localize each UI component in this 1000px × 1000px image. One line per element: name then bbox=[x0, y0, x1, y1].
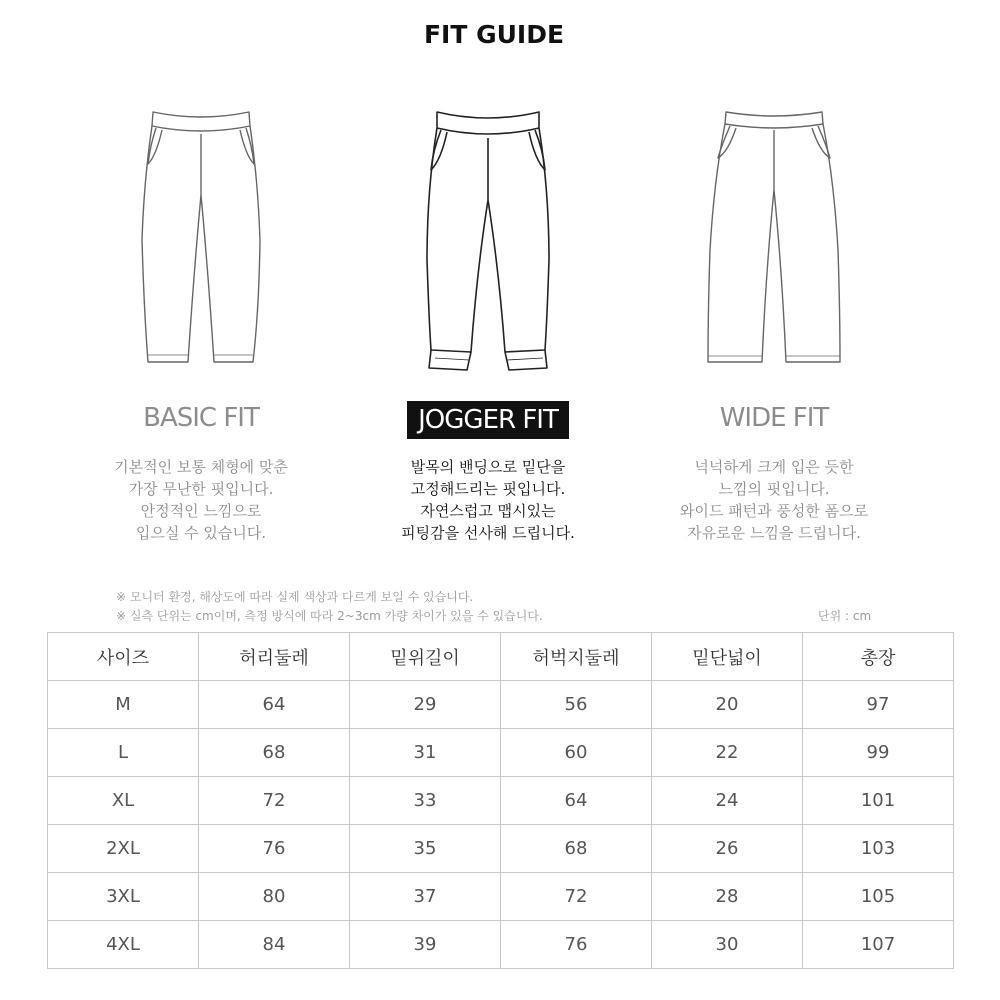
table-cell: M bbox=[48, 681, 199, 729]
table-cell: 101 bbox=[803, 777, 954, 825]
header-cell: 총장 bbox=[803, 633, 954, 681]
wide-pants-icon bbox=[704, 100, 844, 370]
table-cell: 103 bbox=[803, 825, 954, 873]
table-cell: 24 bbox=[652, 777, 803, 825]
fit-name-basic: BASIC FIT bbox=[143, 403, 259, 433]
table-cell: 35 bbox=[350, 825, 501, 873]
table-cell: XL bbox=[48, 777, 199, 825]
fit-description-jogger bbox=[338, 456, 638, 544]
description-line: 느낌의 핏입니다. bbox=[718, 480, 830, 498]
description-line: 기본적인 보통 체형에 맞춘 bbox=[114, 458, 288, 476]
table-cell: 68 bbox=[199, 729, 350, 777]
table-cell: 33 bbox=[350, 777, 501, 825]
table-cell: 37 bbox=[350, 873, 501, 921]
table-row bbox=[48, 681, 954, 729]
table-cell: 31 bbox=[350, 729, 501, 777]
table-cell: 60 bbox=[501, 729, 652, 777]
table-cell: 4XL bbox=[48, 921, 199, 969]
basic-pants-icon bbox=[136, 100, 266, 370]
table-cell: 20 bbox=[652, 681, 803, 729]
header-cell: 밑단넓이 bbox=[652, 633, 803, 681]
notes bbox=[116, 588, 543, 626]
description-line: 자연스럽고 맵시있는 bbox=[420, 502, 556, 520]
table-cell: L bbox=[48, 729, 199, 777]
description-line: 가장 무난한 핏입니다. bbox=[128, 480, 274, 498]
table-cell: 64 bbox=[199, 681, 350, 729]
table-cell: 39 bbox=[350, 921, 501, 969]
description-line: 피팅감을 선사해 드립니다. bbox=[401, 524, 575, 542]
fit-description-basic bbox=[51, 456, 351, 544]
table-cell: 64 bbox=[501, 777, 652, 825]
table-row bbox=[48, 729, 954, 777]
table-cell: 107 bbox=[803, 921, 954, 969]
table-row bbox=[48, 777, 954, 825]
table-cell: 97 bbox=[803, 681, 954, 729]
description-line: 안정적인 느낌으로 bbox=[140, 502, 262, 520]
note-line: ※ 모니터 환경, 해상도에 따라 실제 색상과 다르게 보일 수 있습니다. bbox=[116, 590, 474, 604]
header-cell: 밑위길이 bbox=[350, 633, 501, 681]
table-cell: 30 bbox=[652, 921, 803, 969]
page-title: FIT GUIDE bbox=[423, 20, 565, 49]
description-line: 발목의 밴딩으로 밑단을 bbox=[410, 458, 566, 476]
fit-column-jogger bbox=[338, 100, 638, 542]
table-header-row bbox=[48, 633, 954, 681]
table-cell: 26 bbox=[652, 825, 803, 873]
table-row bbox=[48, 825, 954, 873]
header-cell: 사이즈 bbox=[48, 633, 199, 681]
note-line: ※ 실측 단위는 cm이며, 측정 방식에 따라 2~3cm 가량 차이가 있을 수 있습니다. bbox=[116, 609, 543, 623]
fit-name-jogger: JOGGER FIT bbox=[407, 401, 569, 439]
jogger-pants-icon bbox=[423, 100, 553, 380]
size-table bbox=[47, 632, 954, 969]
fit-description-wide bbox=[624, 456, 924, 544]
table-cell: 80 bbox=[199, 873, 350, 921]
table-cell: 105 bbox=[803, 873, 954, 921]
table-cell: 76 bbox=[199, 825, 350, 873]
description-line: 입으실 수 있습니다. bbox=[135, 524, 267, 542]
table-cell: 28 bbox=[652, 873, 803, 921]
table-cell: 72 bbox=[501, 873, 652, 921]
table-cell: 3XL bbox=[48, 873, 199, 921]
table-cell: 84 bbox=[199, 921, 350, 969]
fit-column-wide bbox=[624, 100, 924, 542]
header-cell: 허벅지둘레 bbox=[501, 633, 652, 681]
description-line: 고정해드리는 핏입니다. bbox=[410, 480, 566, 498]
table-cell: 56 bbox=[501, 681, 652, 729]
description-line: 넉넉하게 크게 입은 듯한 bbox=[694, 458, 854, 476]
table-cell: 2XL bbox=[48, 825, 199, 873]
description-line: 자유로운 느낌을 드립니다. bbox=[687, 524, 861, 542]
table-cell: 99 bbox=[803, 729, 954, 777]
table-cell: 68 bbox=[501, 825, 652, 873]
table-cell: 76 bbox=[501, 921, 652, 969]
unit-label: 단위 : cm bbox=[818, 609, 872, 623]
table-cell: 22 bbox=[652, 729, 803, 777]
table-cell: 29 bbox=[350, 681, 501, 729]
description-line: 와이드 패턴과 풍성한 폼으로 bbox=[679, 502, 869, 520]
header-cell: 허리둘레 bbox=[199, 633, 350, 681]
table-row bbox=[48, 921, 954, 969]
fit-name-wide: WIDE FIT bbox=[719, 403, 829, 433]
fit-column-basic bbox=[51, 100, 351, 542]
table-row bbox=[48, 873, 954, 921]
table-cell: 72 bbox=[199, 777, 350, 825]
